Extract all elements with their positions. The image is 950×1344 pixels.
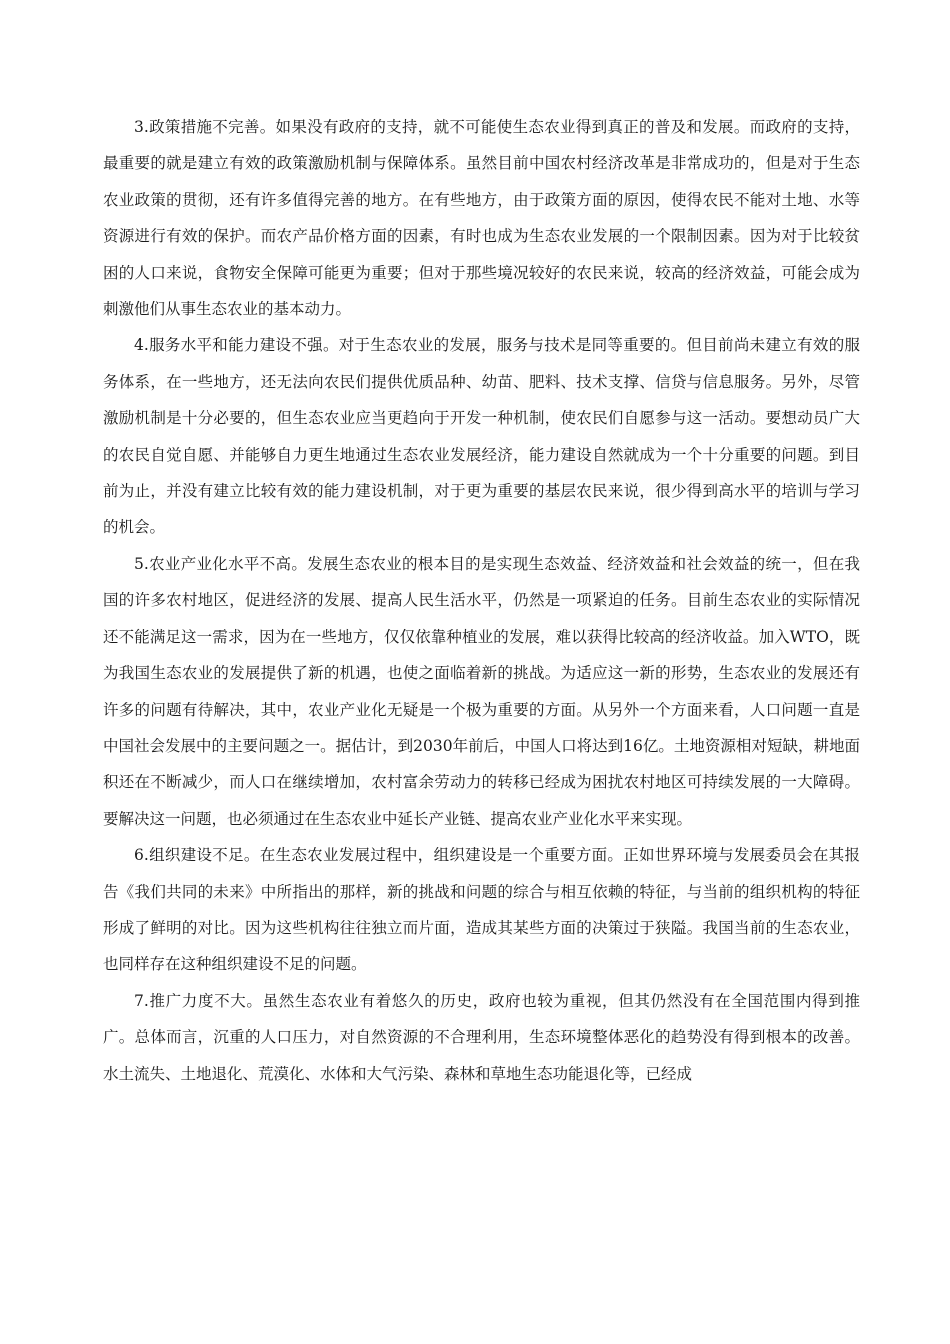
paragraph-policy-measures: 3.政策措施不完善。如果没有政府的支持，就不可能使生态农业得到真正的普及和发展。而政府的支持，最重要的就是建立有效的政策激励机制与保障体系。虽然目前中国农村经济改革是非常成功的，但是对于生态农业政策的贯彻，还有许多值得完善的地方。在有些地方，由于政策方面的原因，使得农民不能对土地、水等资源进行有效的保护。而农产品价格方面的因素，有时也成为生态农业发展的一个限制因素。因为对于比较贫困的人口来说，食物安全保障可能更为重要；但对于那些境况较好的农民来说，较高的经济效益，可能会成为刺激他们从事生态农业的基本动力。 bbox=[103, 118, 860, 319]
paragraph-service-capacity: 4.服务水平和能力建设不强。对于生态农业的发展，服务与技术是同等重要的。但目前尚未建立有效的服务体系，在一些地方，还无法向农民们提供优质品种、幼苗、肥料、技术支撑、信贷与信息服务。另外，尽管激励机制是十分必要的，但生态农业应当更趋向于开发一种机制，使农民们自愿参与这一活动。要想动员广大的农民自觉自愿、并能够自力更生地通过生态农业发展经济，能力建设自然就成为一个十分重要的问题。到目前为止，并没有建立比较有效的能力建设机制，对于更为重要的基层农民来说，很少得到高水平的培训与学习的机会。 bbox=[103, 336, 860, 537]
paragraph-organization: 6.组织建设不足。在生态农业发展过程中，组织建设是一个重要方面。正如世界环境与发展委员会在其报告《我们共同的未来》中所指出的那样，新的挑战和问题的综合与相互依赖的特征，与当前的组织机构的特征形成了鲜明的对比。因为这些机构往往独立而片面，造成其某些方面的决策过于狭隘。我国当前的生态农业，也同样存在这种组织建设不足的问题。 bbox=[103, 846, 860, 974]
paragraph-promotion: 7.推广力度不大。虽然生态农业有着悠久的历史，政府也较为重视，但其仍然没有在全国范围内得到推广。总体而言，沉重的人口压力，对自然资源的不合理利用，生态环境整体恶化的趋势没有得到根本的改善。水土流失、土地退化、荒漠化、水体和大气污染、森林和草地生态功能退化等，已经成 bbox=[103, 991, 860, 1083]
paragraph-industrialization: 5.农业产业化水平不高。发展生态农业的根本目的是实现生态效益、经济效益和社会效益的统一，但在我国的许多农村地区，促进经济的发展、提高人民生活水平，仍然是一项紧迫的任务。目前生态农业的实际情况还不能满足这一需求，因为在一些地方，仅仅依靠种植业的发展，难以获得比较高的经济收益。加入WTO，既为我国生态农业的发展提供了新的机遇，也使之面临着新的挑战。为适应这一新的形势，生态农业的发展还有许多的问题有待解决，其中，农业产业化无疑是一个极为重要的方面。从另外一个方面来看，人口问题一直是中国社会发展中的主要问题之一。据估计，到2030年前后，中国人口将达到16亿。土地资源相对短缺，耕地面积还在不断减少，而人口在继续增加，农村富余劳动力的转移已经成为困扰农村地区可持续发展的一大障碍。要解决这一问题，也必须通过在生态农业中延长产业链、提高农业产业化水平来实现。 bbox=[103, 554, 860, 828]
document-body bbox=[103, 109, 860, 1092]
